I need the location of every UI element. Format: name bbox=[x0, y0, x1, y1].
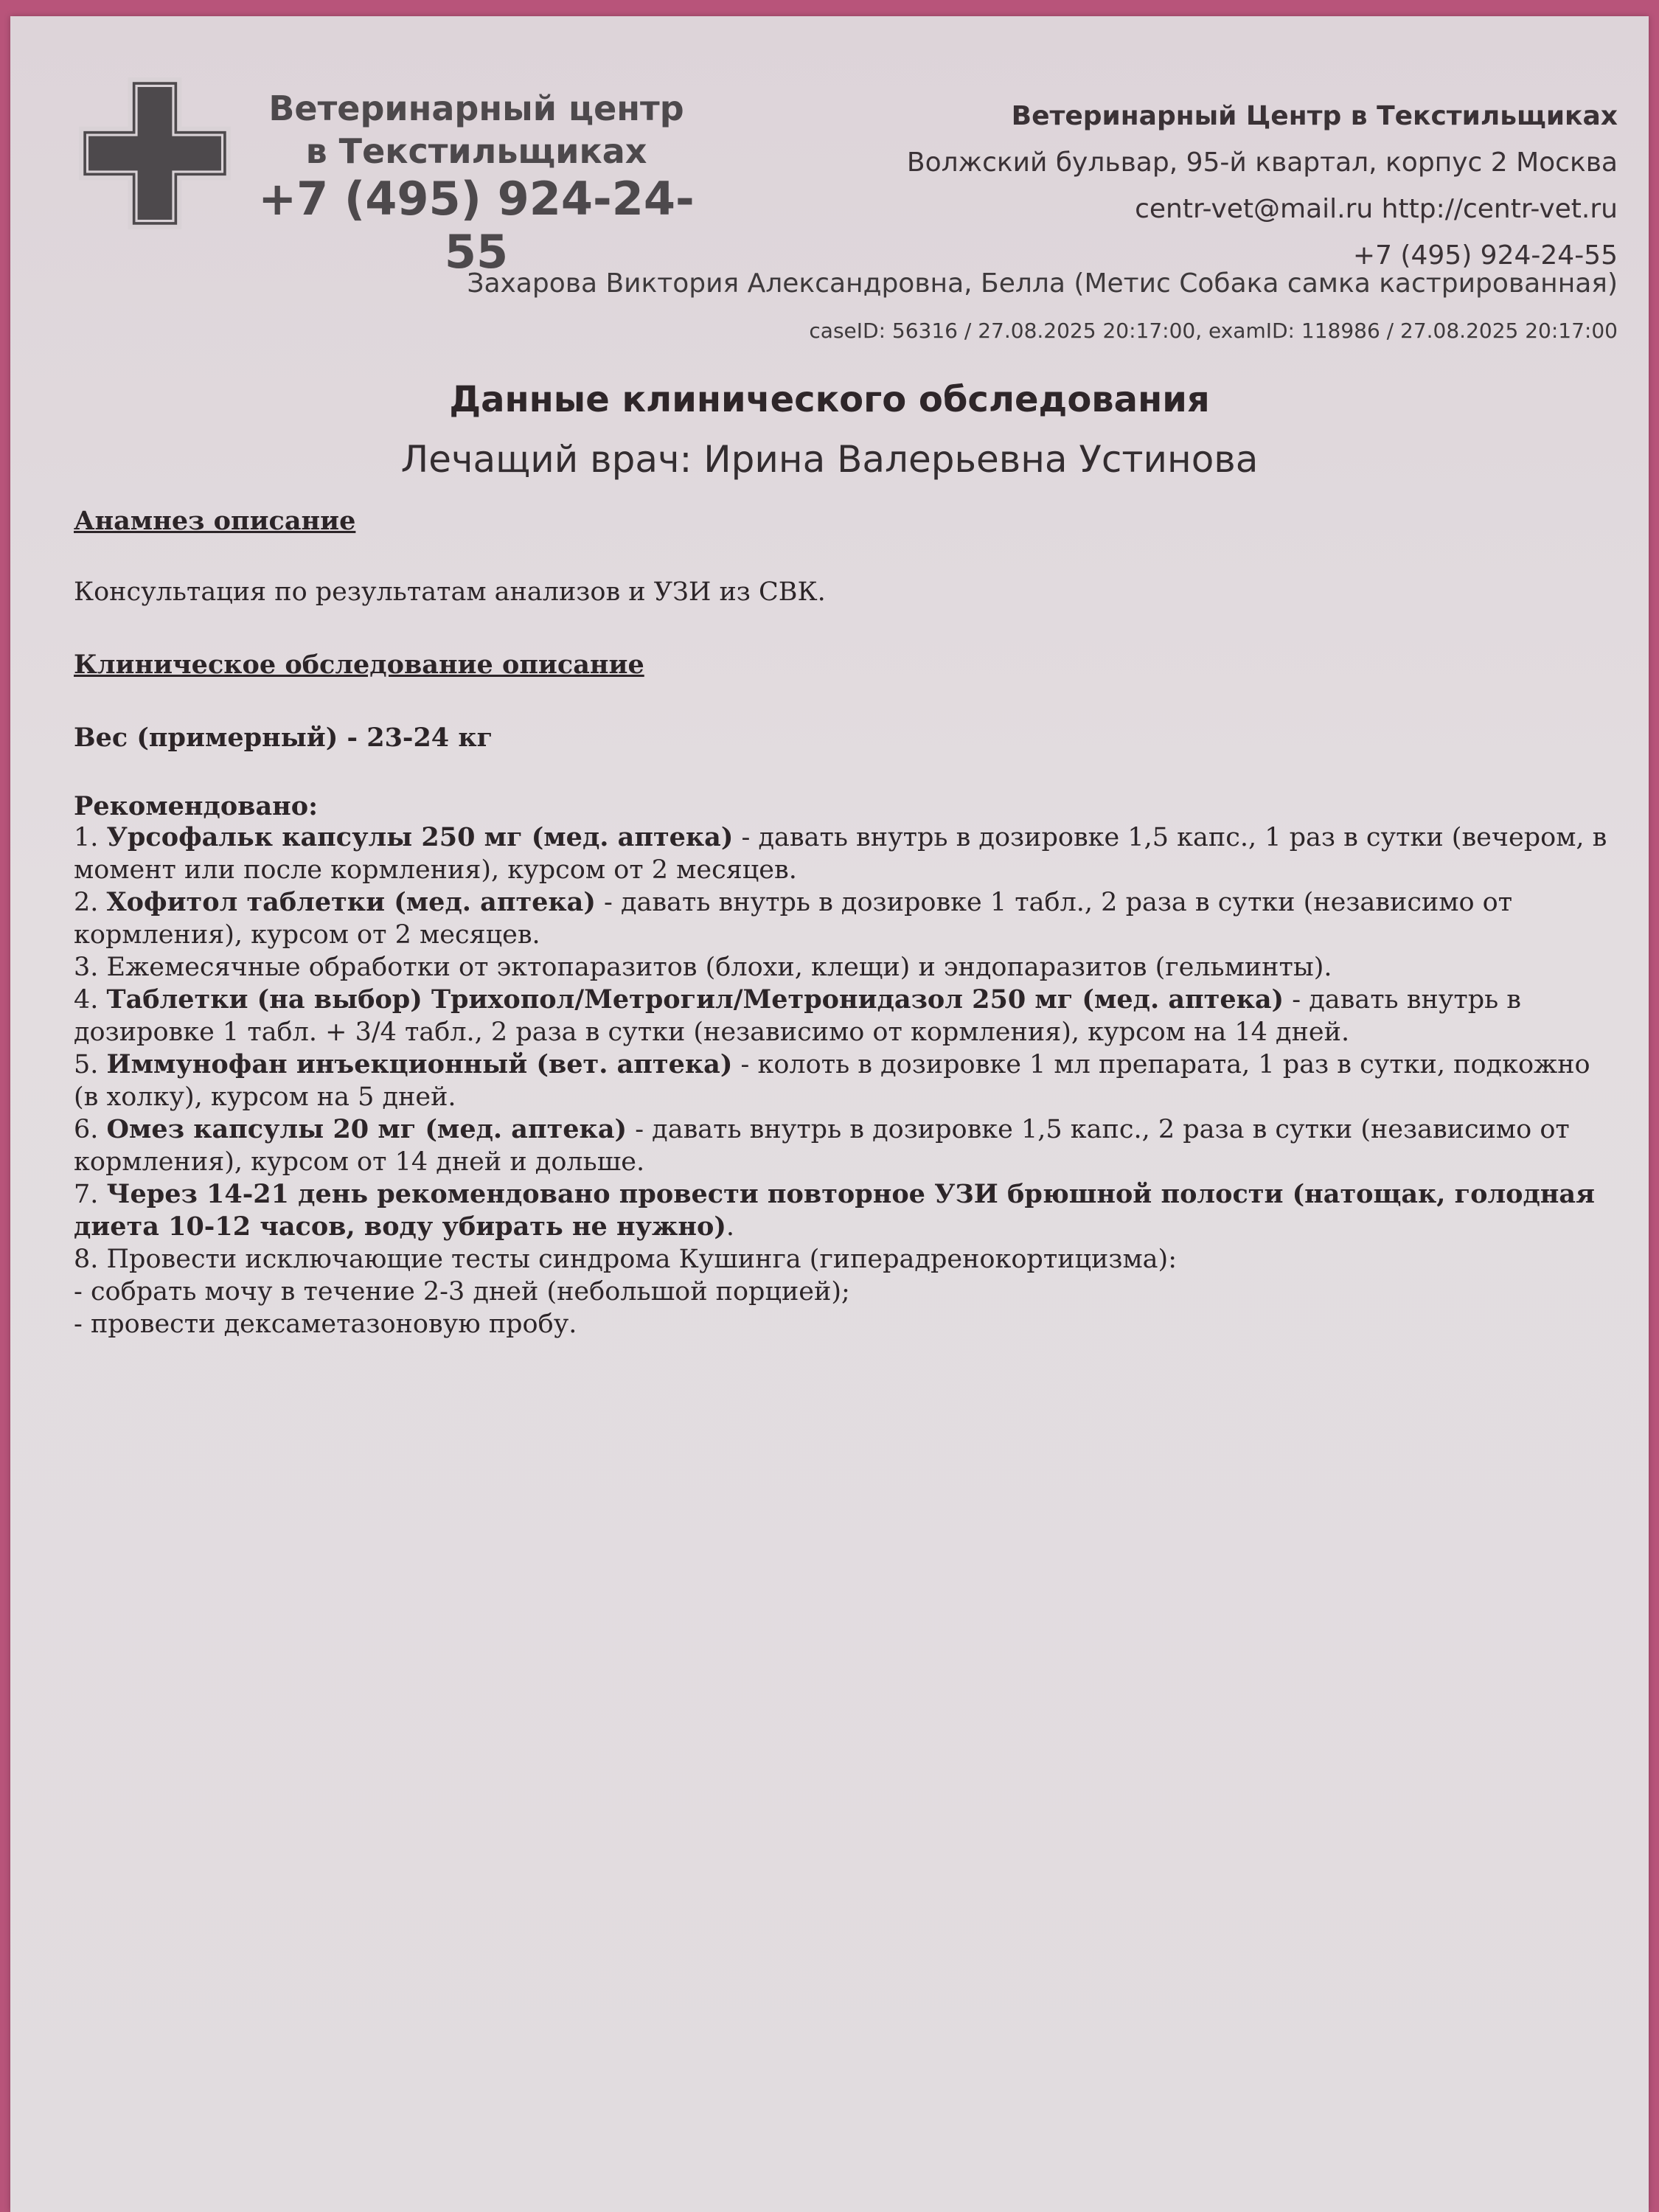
list-item: 7. Через 14-21 день рекомендовано провести повторное УЗИ брюшной полости (натощак, голодная диета 10-12 часов, воду убирать не нужно). bbox=[74, 1179, 1595, 1242]
patient-line: Захарова Виктория Александровна, Белла (Метис Собака самка кастрированная) bbox=[467, 268, 1618, 299]
list-item: 8. Провести исключающие тесты синдрома Кушинга (гиперадренокортицизма): bbox=[74, 1245, 1177, 1274]
clinic-phone: +7 (495) 924-24-55 bbox=[1352, 240, 1618, 271]
document-title: Данные клинического обследования bbox=[449, 379, 1210, 420]
logo-line-2: в Текстильщиках bbox=[305, 131, 647, 171]
case-id-line: caseID: 56316 / 27.08.2025 20:17:00, examID: 118986 / 27.08.2025 20:17:00 bbox=[809, 319, 1618, 343]
anamnesis-heading: Анамнез описание bbox=[74, 506, 356, 536]
logo-line-1: Ветеринарный центр bbox=[268, 88, 684, 128]
clinic-address: Волжский бульвар, 95-й квартал, корпус 2 Москва bbox=[906, 147, 1618, 178]
list-item: 1. Урсофальк капсулы 250 мг (мед. аптека) - давать внутрь в дозировке 1,5 капс., 1 раз в сутки (вечером, в момент или после кормления), курсом от 2 месяцев. bbox=[74, 822, 1607, 885]
list-sub-item: - провести дексаметазоновую пробу. bbox=[74, 1310, 577, 1339]
clinical-heading: Клиническое обследование описание bbox=[74, 650, 644, 680]
recommendations-heading: Рекомендовано: bbox=[74, 791, 319, 821]
logo-phone: +7 (495) 924-24-55 bbox=[258, 172, 695, 279]
recommendations-list bbox=[74, 821, 1622, 1340]
list-item: 2. Хофитол таблетки (мед. аптека) - давать внутрь в дозировке 1 табл., 2 раза в сутки (независимо от кормления), курсом от 2 месяцев. bbox=[74, 887, 1513, 950]
attending-doctor: Лечащий врач: Ирина Валерьевна Устинова bbox=[400, 438, 1259, 481]
list-sub-item: - собрать мочу в течение 2-3 дней (небольшой порцией); bbox=[74, 1277, 850, 1307]
anamnesis-text: Консультация по результатам анализов и УЗИ из СВК. bbox=[74, 577, 826, 607]
weight-line: Вес (примерный) - 23-24 кг bbox=[74, 723, 493, 753]
clinic-info bbox=[585, 93, 1618, 279]
document-body bbox=[74, 506, 1622, 1340]
cross-icon bbox=[78, 77, 232, 230]
list-item: 3. Ежемесячные обработки от эктопаразитов (блохи, клещи) и эндопаразитов (гельминты). bbox=[74, 953, 1332, 982]
list-item: 6. Омез капсулы 20 мг (мед. аптека) - давать внутрь в дозировке 1,5 капс., 2 раза в сутки (независимо от кормления), курсом от 14 дней и дольше. bbox=[74, 1114, 1570, 1177]
clinic-name: Ветеринарный Центр в Текстильщиках bbox=[1011, 101, 1618, 131]
list-item: 5. Иммунофан инъекционный (вет. аптека) - колоть в дозировке 1 мл препарата, 1 раз в сутки, подкожно (в холку), курсом на 5 дней. bbox=[74, 1049, 1590, 1112]
document-sheet bbox=[10, 16, 1649, 2212]
list-item: 4. Таблетки (на выбор) Трихопол/Метрогил/Метронидазол 250 мг (мед. аптека) - давать внутрь в дозировке 1 табл. + 3/4 табл., 2 раза в сутки (независимо от кормления), курсом на 14 дней. bbox=[74, 984, 1522, 1047]
clinic-contacts: centr-vet@mail.ru http://centr-vet.ru bbox=[1135, 194, 1618, 224]
